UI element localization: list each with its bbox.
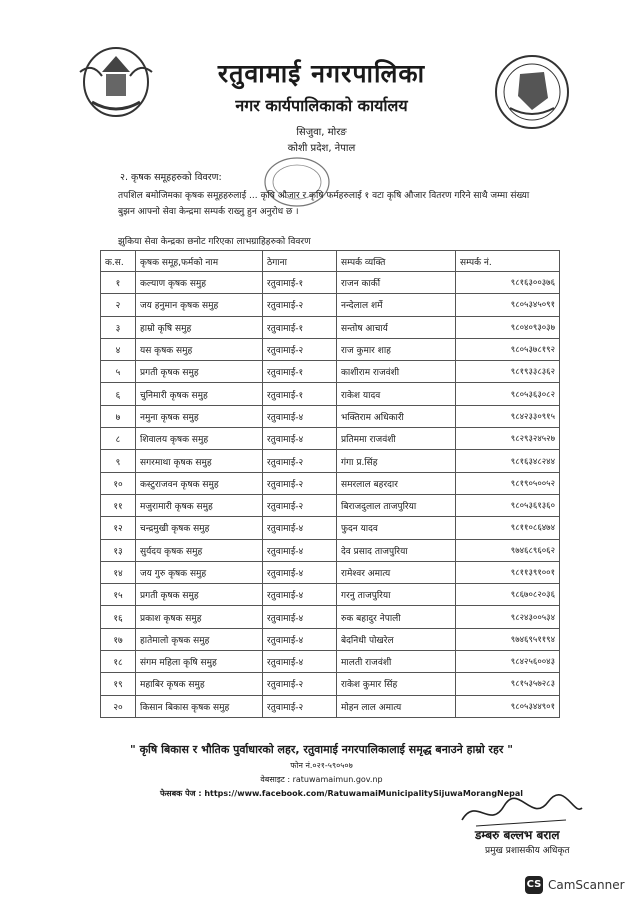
row-contact-number: ९८०५३६१३६० [456, 494, 560, 516]
row-group-name: शिवालय कृषक समुह [136, 428, 263, 450]
facebook-page: फेसबक पेज : https://www.facebook.com/RatuwamaiMunicipalitySijuwaMorangNepal [160, 789, 524, 798]
row-address: रतुवामाई-१ [263, 316, 337, 338]
row-address: रतुवामाई-४ [263, 517, 337, 539]
row-serial: २० [101, 695, 136, 717]
row-address: रतुवामाई-२ [263, 673, 337, 695]
row-address: रतुवामाई-१ [263, 383, 337, 405]
office-location: सिजुवा, मोरङ [296, 127, 347, 138]
row-contact-person: प्रतिममा राजवंशी [337, 428, 456, 450]
row-contact-person: फुदन यादव [337, 517, 456, 539]
table-row [101, 517, 560, 539]
row-serial: ९ [101, 450, 136, 472]
row-address: रतुवामाई-४ [263, 561, 337, 583]
row-contact-number: ९८६७०८२०३६ [456, 584, 560, 606]
row-address: रतुवामाई-२ [263, 695, 337, 717]
row-contact-person: राज कुमार शाह [337, 338, 456, 360]
row-serial: ७ [101, 405, 136, 427]
row-contact-number: ९८२९३२४५२७ [456, 428, 560, 450]
row-serial: १४ [101, 561, 136, 583]
table-row [101, 316, 560, 338]
row-contact-number: ९७४६८९६०६२ [456, 539, 560, 561]
row-group-name: कल्याण कृषक समुह [136, 272, 263, 294]
row-serial: १७ [101, 628, 136, 650]
row-group-name: हाम्रो कृषि समुह [136, 316, 263, 338]
row-contact-person: गरनु ताजपुरिया [337, 584, 456, 606]
table-row [101, 361, 560, 383]
table-row [101, 405, 560, 427]
row-contact-number: ९८०५३७८१९२ [456, 338, 560, 360]
row-group-name: किसान बिकास कृषक समुह [136, 695, 263, 717]
row-group-name: सुर्यदय कृषक समुह [136, 539, 263, 561]
row-serial: १३ [101, 539, 136, 561]
row-serial: १० [101, 472, 136, 494]
row-contact-person: मालती राजवंशी [337, 651, 456, 673]
row-group-name: नमुना कृषक समुह [136, 405, 263, 427]
row-address: रतुवामाई-१ [263, 361, 337, 383]
row-contact-person: भक्तिराम अधिकारी [337, 405, 456, 427]
row-serial: ११ [101, 494, 136, 516]
row-contact-person: मोहन लाल अमात्य [337, 695, 456, 717]
row-contact-person: राकेश कुमार सिंह [337, 673, 456, 695]
beneficiary-table [100, 250, 560, 718]
row-serial: ५ [101, 361, 136, 383]
row-contact-number: ९८०५३६३०८२ [456, 383, 560, 405]
slogan: " कृषि बिकास र भौतिक पुर्वाधारको लहर, रतुवामाई नगरपालिकालाई समृद्ध बनाउने हाम्रो रहर " [130, 743, 513, 756]
row-group-name: सगरमाथा कृषक समुह [136, 450, 263, 472]
table-row [101, 561, 560, 583]
office-province: कोशी प्रदेश, नेपाल [287, 143, 356, 154]
row-contact-number: ९८१५३५७२८३ [456, 673, 560, 695]
row-group-name: महाबिर कृषक समुह [136, 673, 263, 695]
row-address: रतुवामाई-४ [263, 628, 337, 650]
row-serial: १८ [101, 651, 136, 673]
row-contact-person: देव प्रसाद ताजपुरिया [337, 539, 456, 561]
row-group-name: प्रगती कृषक समुह [136, 361, 263, 383]
table-header-row [101, 251, 560, 272]
row-contact-number: ९८४२३३०९१५ [456, 405, 560, 427]
row-serial: ४ [101, 338, 136, 360]
table-row [101, 539, 560, 561]
row-contact-number: ९८१९३३८३६२ [456, 361, 560, 383]
row-address: रतुवामाई-४ [263, 539, 337, 561]
officer-title: प्रमुख प्रशासकीय अधिकृत [485, 846, 570, 856]
row-address: रतुवामाई-४ [263, 584, 337, 606]
row-group-name: जय हनुमान कृषक समुह [136, 294, 263, 316]
table-row [101, 494, 560, 516]
camscanner-icon: CS [525, 876, 543, 894]
table-row [101, 450, 560, 472]
table-row [101, 428, 560, 450]
header-contact-number: सम्पर्क नं. [456, 251, 560, 272]
row-group-name: प्रकाश कृषक समुह [136, 606, 263, 628]
table-row [101, 338, 560, 360]
table-row [101, 294, 560, 316]
row-address: रतुवामाई-२ [263, 294, 337, 316]
row-contact-person: गंगा प्र.सिंह [337, 450, 456, 472]
row-contact-person: सन्तोष आचार्य [337, 316, 456, 338]
row-group-name: चन्द्रमुखी कृषक समुह [136, 517, 263, 539]
row-address: रतुवामाई-४ [263, 428, 337, 450]
row-group-name: मजुरामारी कृषक समुह [136, 494, 263, 516]
row-serial: १ [101, 272, 136, 294]
row-serial: ८ [101, 428, 136, 450]
row-serial: १६ [101, 606, 136, 628]
row-contact-number: ९८१९०५००५२ [456, 472, 560, 494]
row-group-name: जय गुरु कृषक समुह [136, 561, 263, 583]
row-address: रतुवामाई-२ [263, 450, 337, 472]
table-row [101, 628, 560, 650]
row-contact-person: समरलाल बहरदार [337, 472, 456, 494]
table-row [101, 383, 560, 405]
row-address: रतुवामाई-२ [263, 338, 337, 360]
row-address: रतुवामाई-४ [263, 651, 337, 673]
municipality-name: रतुवामाई नगरपालिका [217, 59, 426, 88]
row-contact-person: राकेश यादव [337, 383, 456, 405]
row-contact-number: ९८४२५६००४३ [456, 651, 560, 673]
officer-name: डम्बरु बल्लभ बराल [475, 828, 560, 842]
row-contact-person: रुक बहादुर नेपाली [337, 606, 456, 628]
row-contact-person: रामेश्वर अमात्य [337, 561, 456, 583]
header-group-name: कृषक समूह,फर्मको नाम [136, 251, 263, 272]
row-group-name: हातेमालो कृषक समुह [136, 628, 263, 650]
table-body [101, 272, 560, 718]
row-contact-number: ९७४६९५११९४ [456, 628, 560, 650]
section-title: २. कृषक समूहहरुको विवरण: [120, 172, 222, 183]
table-row [101, 695, 560, 717]
row-contact-number: ९८१६३००३७६ [456, 272, 560, 294]
row-contact-number: ९८१६३४८२४४ [456, 450, 560, 472]
table-row [101, 651, 560, 673]
section-paragraph: तपशिल बमोजिमका कृषक समूहहरुलाई ... कृषि औजार र कृषि फर्महरुलाई १ वटा कृषि औजार वितरण गरिने साथै जम्मा संख्या बुझन आफ्नो सेवा केन्द्रमा सम्पर्क राख्नु हुन अनुरोध छ । [118, 191, 530, 217]
row-address: रतुवामाई-४ [263, 405, 337, 427]
table-row [101, 673, 560, 695]
table-row [101, 272, 560, 294]
row-serial: १५ [101, 584, 136, 606]
row-address: रतुवामाई-१ [263, 272, 337, 294]
row-group-name: कस्टुराजवन कृषक समुह [136, 472, 263, 494]
row-group-name: यस कृषक समुह [136, 338, 263, 360]
row-serial: १२ [101, 517, 136, 539]
website: वेबसाइट : ratuwamaimun.gov.np [260, 775, 383, 784]
office-name: नगर कार्यपालिकाको कार्यालय [235, 96, 408, 115]
table-row [101, 584, 560, 606]
row-serial: १९ [101, 673, 136, 695]
row-contact-number: ९८०५३४४९०१ [456, 695, 560, 717]
header-serial: क.स. [101, 251, 136, 272]
table-row [101, 472, 560, 494]
phone-number: फोन नं.०२१-५९०५०७ [290, 761, 353, 770]
row-contact-number: ९८०५३४५०९१ [456, 294, 560, 316]
row-group-name: संगम महिला कृषि समुह [136, 651, 263, 673]
row-address: रतुवामाई-२ [263, 494, 337, 516]
header-address: ठेगाना [263, 251, 337, 272]
row-contact-person: बेदनिधी पोखरेल [337, 628, 456, 650]
row-address: रतुवामाई-४ [263, 606, 337, 628]
row-contact-number: ९८०४०९३०३७ [456, 316, 560, 338]
row-contact-person: बिराजदुलाल ताजपुरिया [337, 494, 456, 516]
row-contact-person: काशीराम राजवंशी [337, 361, 456, 383]
row-address: रतुवामाई-२ [263, 472, 337, 494]
table-row [101, 606, 560, 628]
row-group-name: प्रगती कृषक समुह [136, 584, 263, 606]
row-contact-number: ९८११०८६४७४ [456, 517, 560, 539]
row-serial: ३ [101, 316, 136, 338]
row-contact-number: ९८२४३००५३४ [456, 606, 560, 628]
camscanner-watermark: CamScanner [548, 878, 625, 892]
table-caption: झुकिया सेवा केन्द्रका छनोट गरिएका लाभग्राहिहरुको विवरण [118, 237, 311, 247]
row-contact-person: राजन कार्की [337, 272, 456, 294]
header-contact-person: सम्पर्क व्यक्ति [337, 251, 456, 272]
row-contact-number: ९८११३९१००१ [456, 561, 560, 583]
row-serial: ६ [101, 383, 136, 405]
row-group-name: चुनिमारी कृषक समुह [136, 383, 263, 405]
row-contact-person: नन्देलाल शर्मे [337, 294, 456, 316]
row-serial: २ [101, 294, 136, 316]
